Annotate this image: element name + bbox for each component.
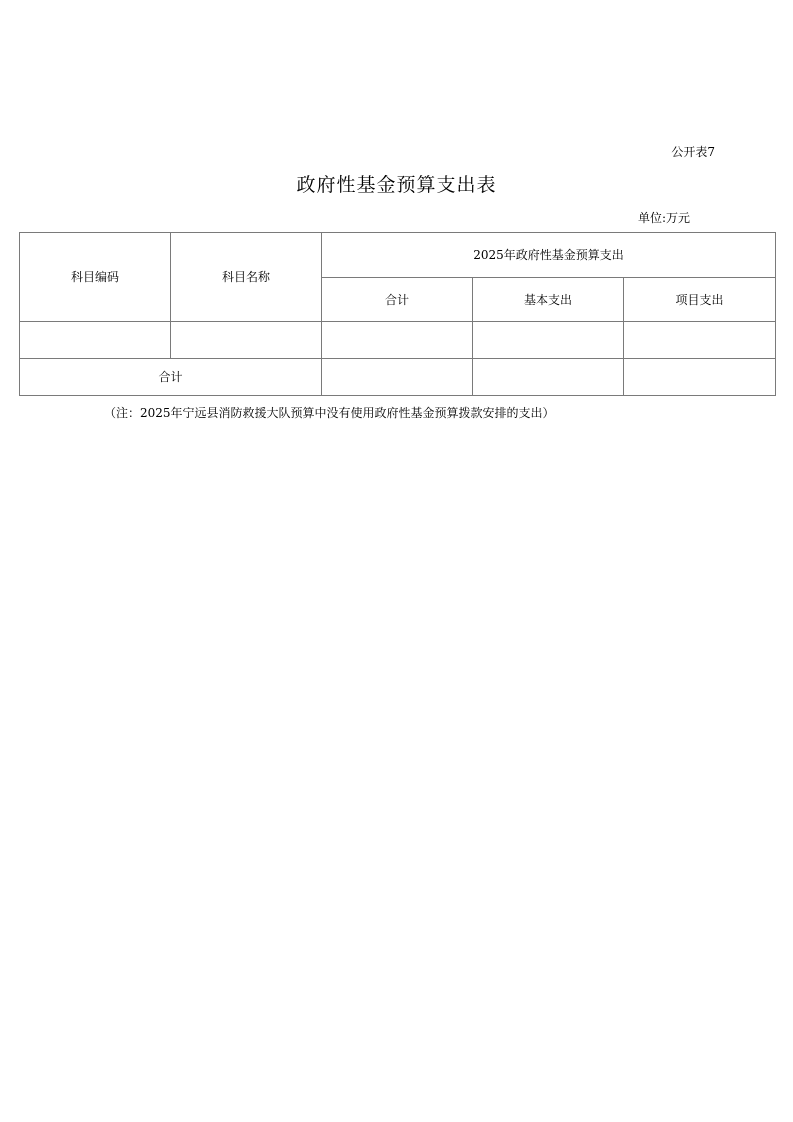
form-number: 公开表7 [671,145,715,159]
total-cell-project [624,359,776,396]
cell-project [624,322,776,359]
header-project-expenditure: 项目支出 [624,278,776,322]
header-basic-expenditure: 基本支出 [473,278,624,322]
footnote: （注：2025年宁远县消防救援大队预算中没有使用政府性基金预算拨款安排的支出） [104,406,555,420]
page-title: 政府性基金预算支出表 [296,174,497,196]
cell-subject-name [171,322,322,359]
header-total: 合计 [322,278,473,322]
cell-subject-code [20,322,171,359]
total-cell-basic [473,359,624,396]
cell-total [322,322,473,359]
budget-table [19,232,776,396]
unit-label: 单位:万元 [637,211,690,225]
cell-basic [473,322,624,359]
table-total-row [20,359,776,396]
table-row [20,322,776,359]
header-subject-code: 科目编码 [20,233,171,322]
total-cell-total [322,359,473,396]
header-subject-name: 科目名称 [171,233,322,322]
total-label: 合计 [20,359,322,396]
table-header-row [20,233,776,278]
header-group-expenditure: 2025年政府性基金预算支出 [322,233,776,278]
